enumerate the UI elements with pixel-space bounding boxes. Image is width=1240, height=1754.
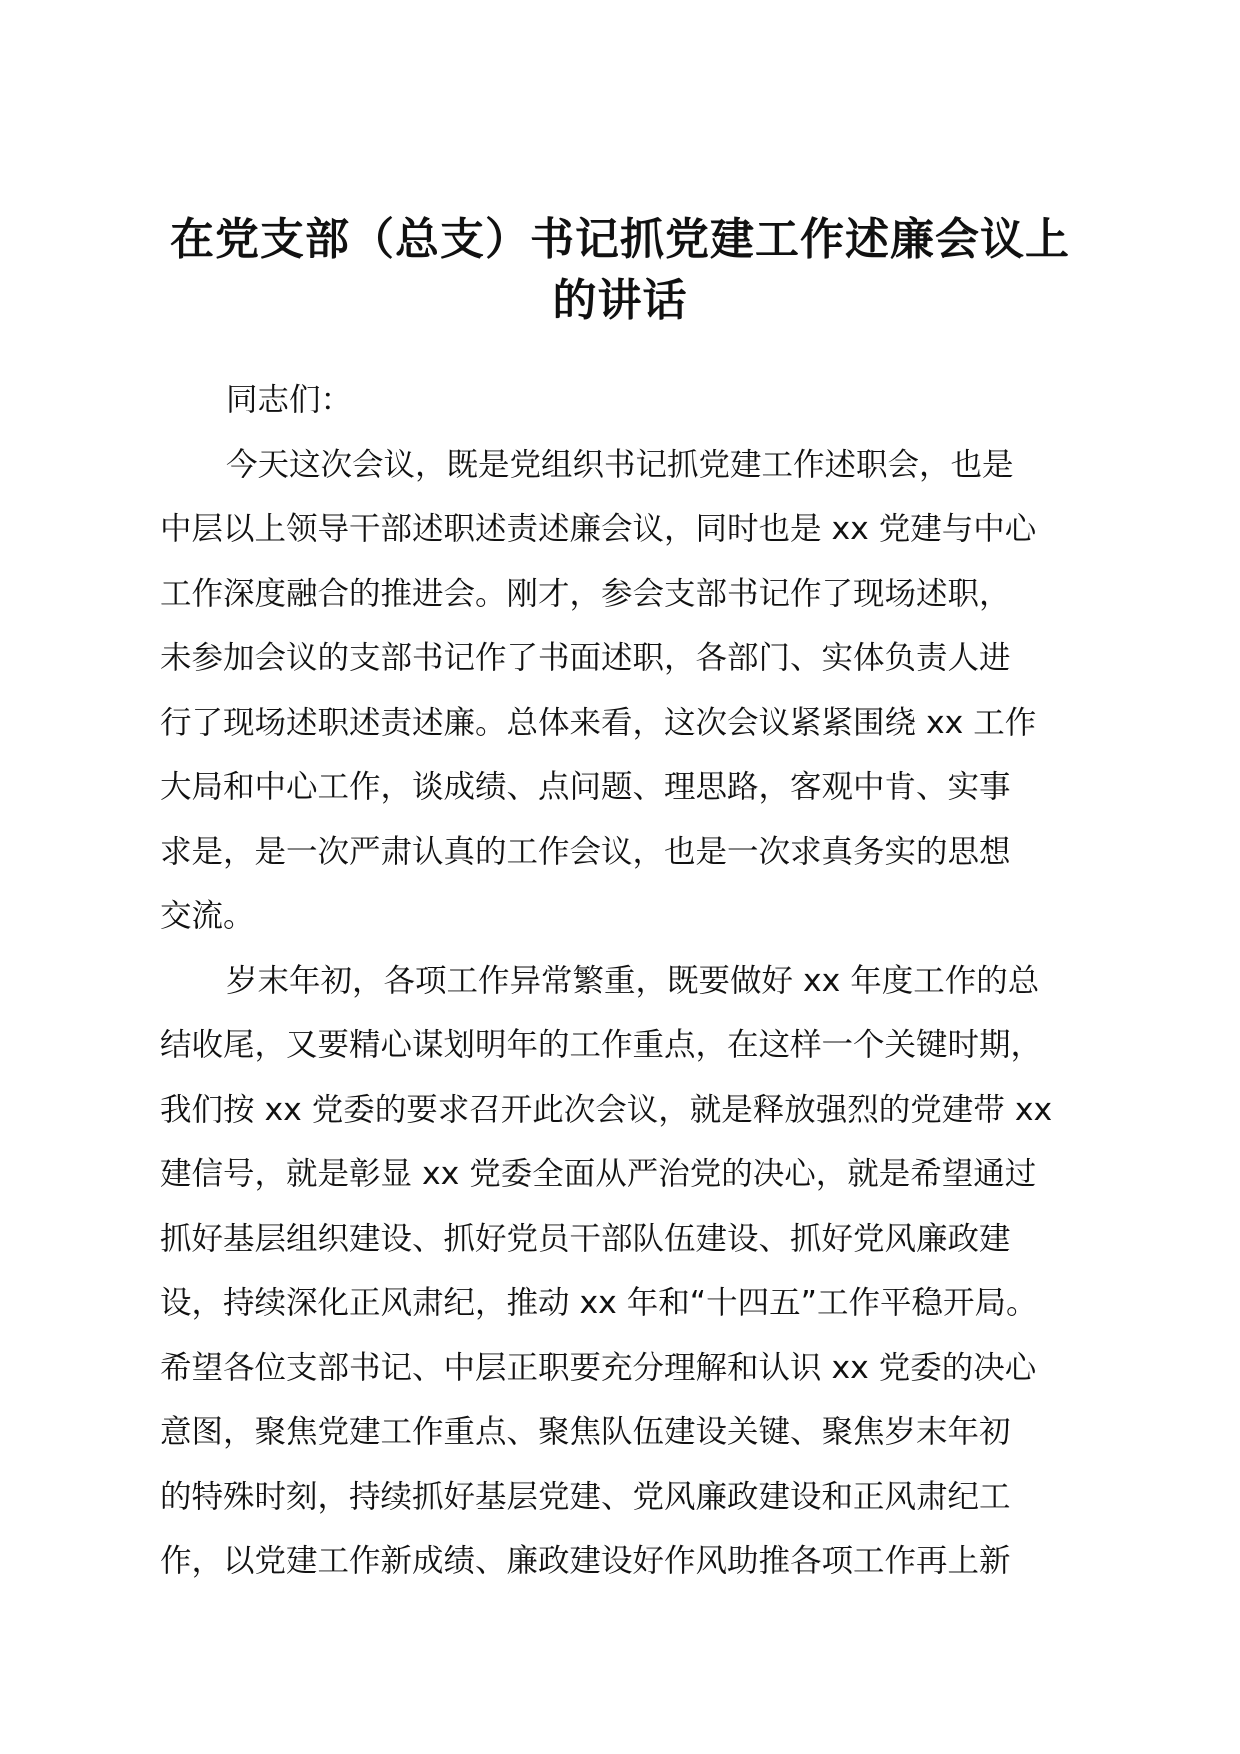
paragraph-1-line-6: 大局和中心工作，谈成绩、点问题、理思路，客观中肯、实事: [160, 769, 1011, 805]
paragraph-2-line-1: 岁末年初，各项工作异常繁重，既要做好 xx 年度工作的总: [226, 962, 1040, 999]
paragraph-2-line-7: 希望各位支部书记、中层正职要充分理解和认识 xx 党委的决心: [160, 1349, 1037, 1386]
paragraph-2-line-8: 意图，聚焦党建工作重点、聚焦队伍建设关键、聚焦岁末年初: [160, 1414, 1011, 1450]
document-title-line-1: 在党支部（总支）书记抓党建工作述廉会议上: [170, 214, 1070, 265]
paragraph-1-line-1: 今天这次会议，既是党组织书记抓党建工作述职会，也是: [226, 446, 1014, 483]
paragraph-2-line-3: 我们按 xx 党委的要求召开此次会议，就是释放强烈的党建带 xx: [160, 1091, 1053, 1128]
paragraph-2-line-4: 建信号，就是彰显 xx 党委全面从严治党的决心，就是希望通过: [160, 1156, 1037, 1192]
paragraph-1-line-3: 工作深度融合的推进会。刚才，参会支部书记作了现场述职，: [160, 575, 1011, 612]
paragraph-2-line-10: 作，以党建工作新成绩、廉政建设好作风助推各项工作再上新: [160, 1543, 1011, 1579]
paragraph-1-line-4: 未参加会议的支部书记作了书面述职，各部门、实体负责人进: [160, 640, 1011, 676]
paragraph-1-line-2: 中层以上领导干部述职述责述廉会议，同时也是 xx 党建与中心: [160, 511, 1037, 547]
paragraph-2-line-6: 设，持续深化正风肃纪，推动 xx 年和“十四五”工作平稳开局。: [160, 1285, 1038, 1321]
paragraph-2-line-5: 抓好基层组织建设、抓好党员干部队伍建设、抓好党风廉政建: [160, 1220, 1011, 1257]
paragraph-2-line-9: 的特殊时刻，持续抓好基层党建、党风廉政建设和正风肃纪工: [160, 1478, 1011, 1515]
salutation: 同志们：: [226, 382, 353, 418]
paragraph-1-line-8: 交流。: [160, 898, 255, 934]
paragraph-1-line-5: 行了现场述职述责述廉。总体来看，这次会议紧紧围绕 xx 工作: [160, 704, 1037, 741]
document-title-line-2: 的讲话: [552, 275, 688, 326]
paragraph-2-line-2: 结收尾，又要精心谋划明年的工作重点，在这样一个关键时期，: [160, 1027, 1043, 1063]
paragraph-1-line-7: 求是，是一次严肃认真的工作会议，也是一次求真务实的思想: [160, 833, 1011, 870]
document-body: [160, 368, 1110, 1594]
